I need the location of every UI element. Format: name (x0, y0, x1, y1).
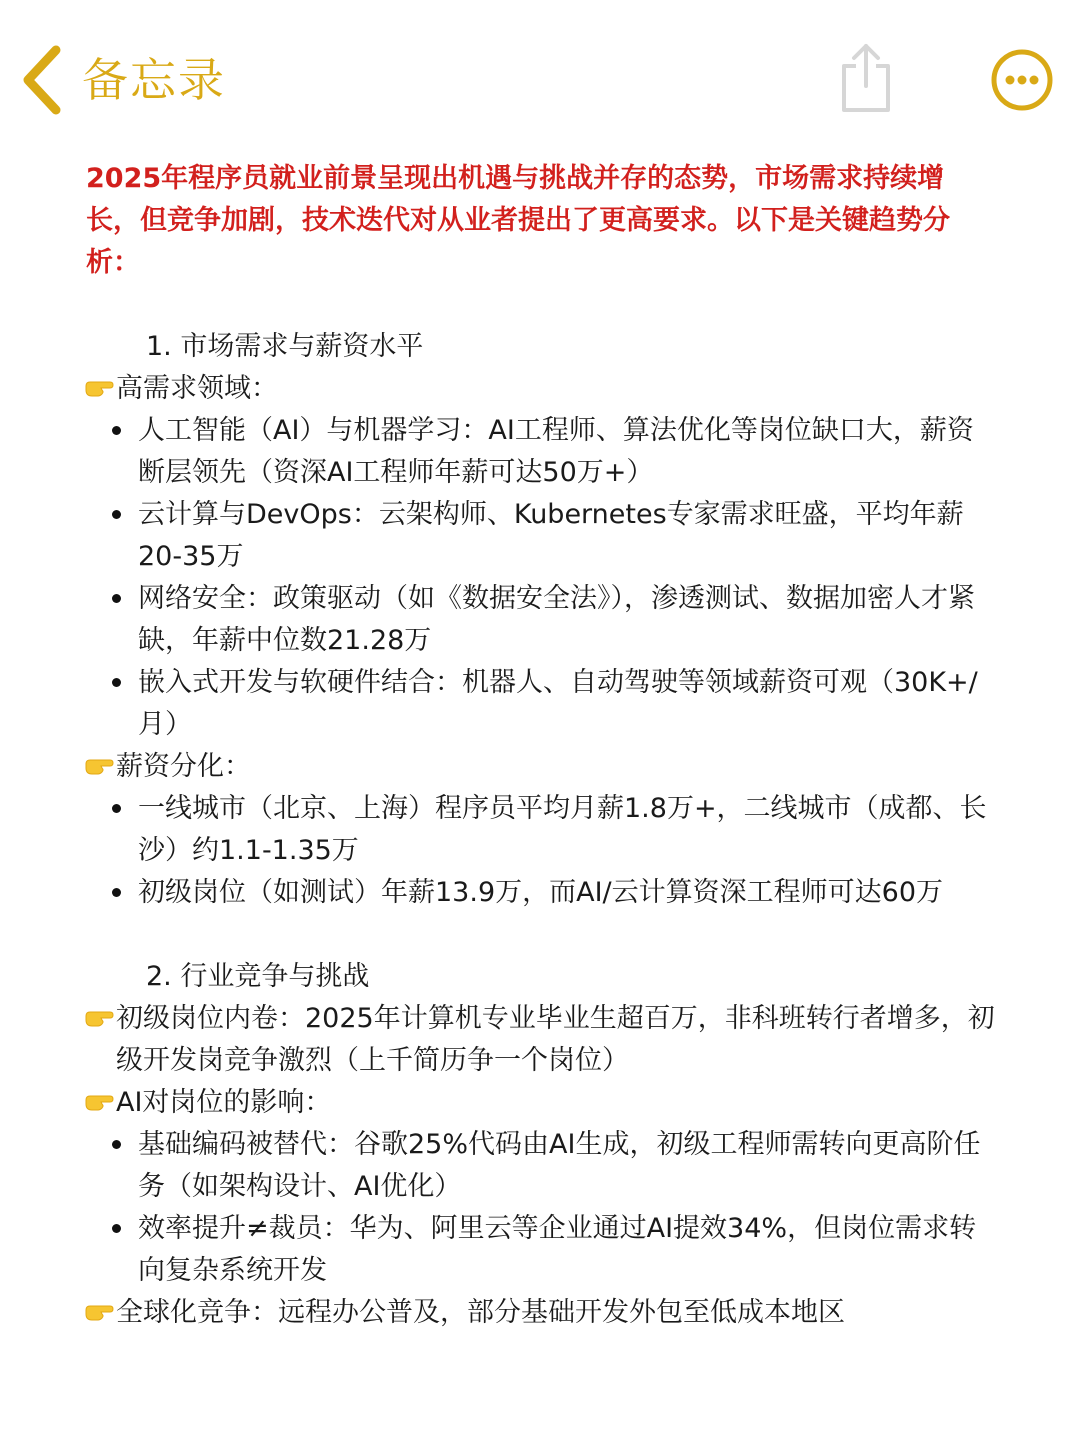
pointing-hand-icon (84, 376, 114, 402)
salary-list (86, 788, 996, 914)
list-item: 一线城市（北京、上海）程序员平均月薪1.8万+，二线城市（成都、长沙）约1.1-1.35万 (138, 788, 996, 872)
junior-competition-point (86, 998, 996, 1082)
pointing-hand-icon (84, 1090, 114, 1116)
more-button[interactable] (990, 48, 1054, 116)
pointing-hand-icon (84, 1300, 114, 1326)
share-button[interactable] (836, 40, 896, 118)
salary-label (86, 746, 996, 788)
pointing-hand-icon (84, 754, 114, 780)
list-item: 效率提升≠裁员：华为、阿里云等企业通过AI提效34%，但岗位需求转向复杂系统开发 (138, 1208, 996, 1292)
salary-label-text: 薪资分化： (116, 751, 251, 782)
list-item: 人工智能（AI）与机器学习：AI工程师、算法优化等岗位缺口大，薪资断层领先（资深AI工程师年薪可达50万+） (138, 410, 996, 494)
share-icon (836, 40, 896, 114)
high-demand-label-text: 高需求领域： (116, 373, 278, 404)
high-demand-label (86, 368, 996, 410)
back-label: 备忘录 (82, 53, 226, 107)
list-item: 初级岗位（如测试）年薪13.9万，而AI/云计算资深工程师可达60万 (138, 872, 996, 914)
junior-competition-text: 初级岗位内卷：2025年计算机专业毕业生超百万，非科班转行者增多，初级开发岗竞争激烈（上千简历争一个岗位） (116, 1003, 995, 1076)
chevron-left-icon (18, 42, 64, 118)
list-item: 嵌入式开发与软硬件结合：机器人、自动驾驶等领域薪资可观（30K+/月） (138, 662, 996, 746)
list-item: 网络安全：政策驱动（如《数据安全法》），渗透测试、数据加密人才紧缺，年薪中位数21.28万 (138, 578, 996, 662)
list-item: 云计算与DevOps：云架构师、Kubernetes专家需求旺盛，平均年薪20-35万 (138, 494, 996, 578)
more-icon (990, 48, 1054, 112)
pointing-hand-icon (84, 1006, 114, 1032)
intro-paragraph: 2025年程序员就业前景呈现出机遇与挑战并存的态势，市场需求持续增长，但竞争加剧，技术迭代对从业者提出了更高要求。以下是关键趋势分析： (86, 163, 950, 278)
global-competition-text: 全球化竞争：远程办公普及，部分基础开发外包至低成本地区 (116, 1297, 845, 1328)
top-nav-bar (0, 0, 1080, 150)
ai-impact-list (86, 1124, 996, 1292)
section-heading-1: 1. 市场需求与薪资水平 (146, 331, 424, 362)
high-demand-list (86, 410, 996, 746)
note-content[interactable] (86, 158, 996, 1334)
section-heading-2: 2. 行业竞争与挑战 (146, 961, 370, 992)
list-item: 基础编码被替代：谷歌25%代码由AI生成，初级工程师需转向更高阶任务（如架构设计、AI优化） (138, 1124, 996, 1208)
ai-impact-label-text: AI对岗位的影响： (116, 1087, 332, 1118)
back-button[interactable] (18, 42, 226, 118)
global-competition-point (86, 1292, 996, 1334)
ai-impact-label (86, 1082, 996, 1124)
